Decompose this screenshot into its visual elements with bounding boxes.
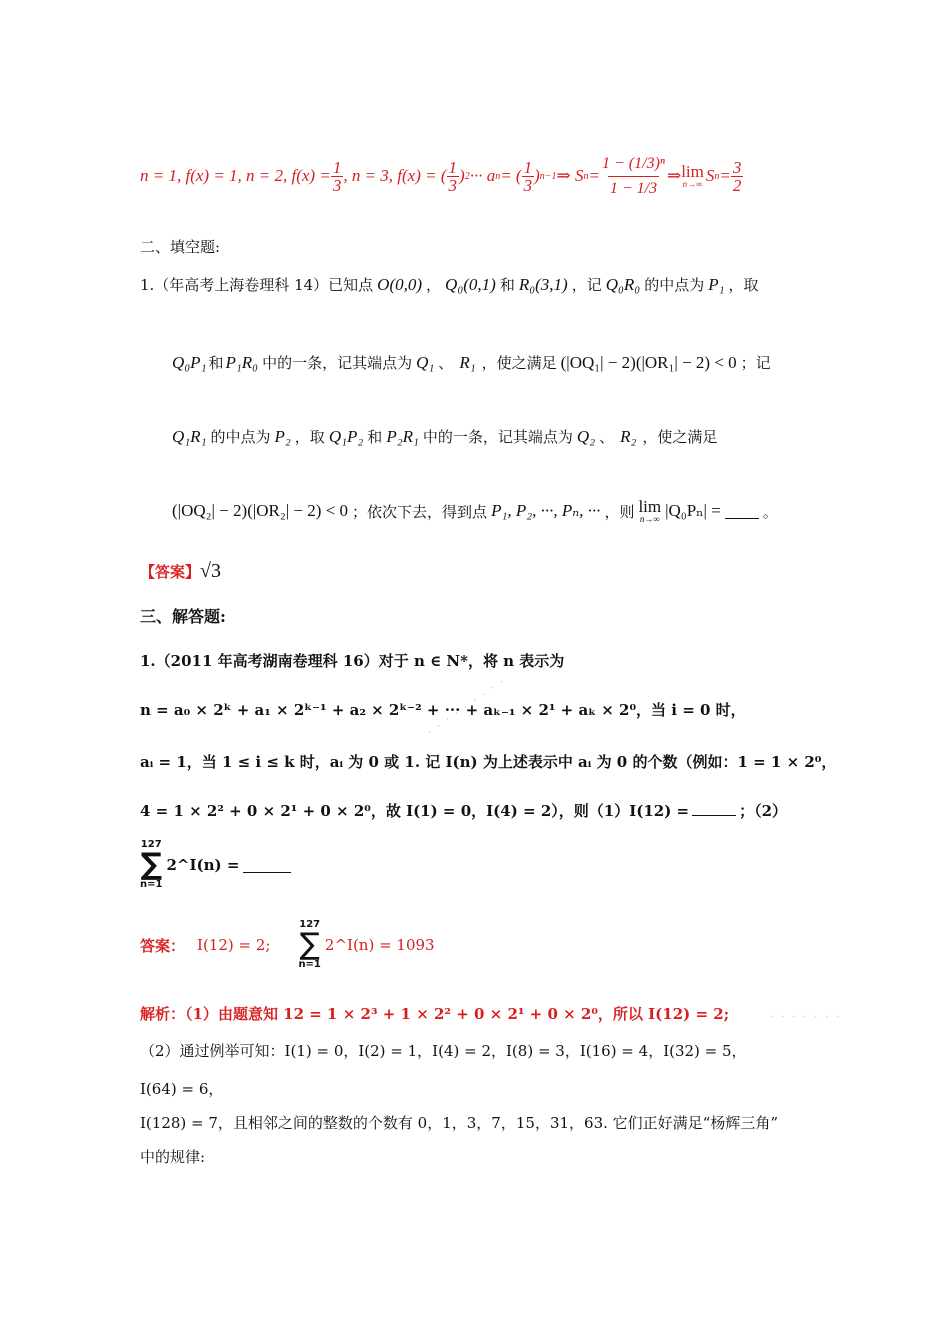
q2-line3: aᵢ = 1，当 1 ≤ i ≤ k 时，aᵢ 为 0 或 1. 记 I(n) 为上述表示中 aᵢ 为 0 的个数（例如：1 = 1 × 2⁰， <box>140 753 837 771</box>
answer2: 答案： I(12) = 2; 127 ∑ n=1 2^I(n) = 1093 <box>140 919 435 970</box>
limit-operator-q1: lim n→∞ <box>638 497 662 524</box>
answer-blank-q2-1[interactable] <box>692 801 736 816</box>
solution-line2: （2）通过例举可知：I(1) = 0，I(2) = 1，I(4) = 2，I(8) = 3，I(16) = 4，I(32) = 5， <box>140 1042 747 1060</box>
q2-sum: 127 ∑ n=1 2^I(n) = <box>140 840 291 890</box>
formula-part1: n = 1, f(x) = 1, n = 2, f(x) = <box>140 166 331 185</box>
q2-line1: 1.（2011 年高考湖南卷理科 16）对于 n ∈ N*，将 n 表示为 <box>140 652 565 670</box>
answer1 <box>140 560 221 583</box>
solution-line1: 解析：（1） 由题意知 12 = 1 × 2³ + 1 × 2² + 0 × 2¹ + 0 × 2⁰，所以 I(12) = 2; <box>140 1005 730 1023</box>
answer-value: √3 <box>200 560 221 582</box>
q1-line2: Q₀P₁ 和 P₁R₀ 中的一条，记其端点为 Q₁ 、 R₁ ，使之满足 (|OQ₁| − 2)(|OR₁| − 2) < 0 ；记 <box>172 353 771 372</box>
top-formula: n = 1, f(x) = 1, n = 2, f(x) = $\frac{1}{3}$ , n = 3, f(x) = ( $\frac{1}{3}$ ) 2 ··· a n = ( $\frac{1}{3}$ ) n−1 ⇒ S n = $\frac{\text{1 − (1/3)ⁿ}}{1 - 1/3}$ ⇒ lim n→∞ S n = $\frac{3}{2}$ <box>140 154 742 197</box>
fraction-one-third-2: $\frac{1}{3}$ <box>448 157 458 195</box>
fraction-one-third-3: $\frac{1}{3}$ <box>523 157 533 195</box>
solution-line4: I(128) = 7，且相邻之间的整数的个数有 0，1，3，7，15，31，63. 它们正好满足“杨辉三角” <box>140 1114 778 1132</box>
q2-line4: 4 = 1 × 2² + 0 × 2¹ + 0 × 2⁰，故 I(1) = 0，I(4) = 2），则（1）I(12) = ；（2） <box>140 802 788 820</box>
sigma-symbol-answer: 127 ∑ n=1 <box>298 919 321 970</box>
q2-line2: n = a₀ × 2ᵏ + a₁ × 2ᵏ⁻¹ + a₂ × 2ᵏ⁻² + ··· + aₖ₋₁ × 2¹ + aₖ × 2⁰，当 i = 0 时， <box>140 701 746 719</box>
formula-part2: , n = 3, f(x) = ( <box>343 166 447 185</box>
fraction-one-third: $\frac{1}{3}$ <box>332 157 342 195</box>
solution-line3: I(64) = 6， <box>140 1080 224 1098</box>
scan-artifact: · · · · · · · <box>770 1010 842 1023</box>
answer-blank-q1[interactable] <box>725 504 759 519</box>
sum-fraction: $\frac{\text{1 − (1/3)ⁿ}}{1 - 1/3}$ <box>602 154 665 197</box>
result-fraction: $\frac{3}{2}$ <box>732 157 742 195</box>
section2-title: 二、填空题: <box>140 238 221 256</box>
q1-line3: Q₁R₁ 的中点为 P₂ ，取 Q₁P₂ 和 P₂R₁ 中的一条，记其端点为 Q₂ 、 R₂ ，使之满足 <box>172 427 718 446</box>
solution-line5: 中的规律: <box>140 1148 206 1166</box>
limit-operator: lim n→∞ <box>681 162 704 189</box>
answer-label: 【答案】 <box>140 563 201 581</box>
section3-title: 三、解答题: <box>140 607 226 626</box>
q1-line1: 1.（年高考上海卷理科 14）已知点 O(0,0) ， Q₀(0,1) 和 R₀(3,1) ，记 Q₀R₀ 的中点为 P₁ ，取 <box>140 275 759 294</box>
answer-blank-q2-2[interactable] <box>243 858 291 873</box>
scan-artifact-2: · · · · · · · · · <box>424 674 509 739</box>
formula-part3: ··· a <box>469 166 496 185</box>
q1-line4: (|OQ₂| − 2)(|OR₂| − 2) < 0 ；依次下去，得到点 P₁, P₂, ···, Pₙ, ··· ，则 lim n→∞ |Q₀Pₙ| = 。 <box>172 497 778 524</box>
sigma-symbol: 127 ∑ n=1 <box>140 839 163 890</box>
